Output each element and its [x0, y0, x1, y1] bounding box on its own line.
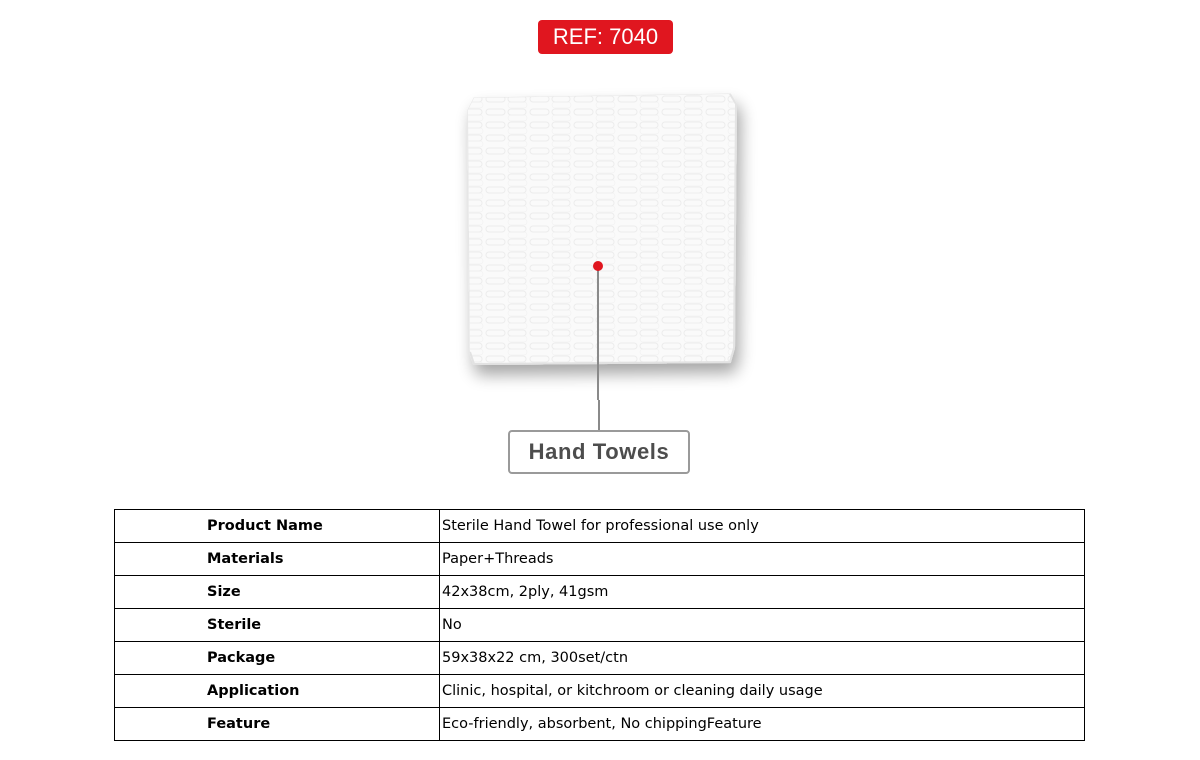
hand-towels-label: Hand Towels: [508, 430, 690, 474]
callout-marker: [593, 261, 603, 271]
hand-towel-image: [440, 80, 770, 400]
spec-key: Sterile: [115, 609, 440, 642]
spec-value: Eco-friendly, absorbent, No chippingFeature: [440, 708, 1085, 741]
spec-key: Feature: [115, 708, 440, 741]
spec-row: [115, 543, 1085, 576]
spec-key: Materials: [115, 543, 440, 576]
ref-label: REF:: [552, 24, 604, 49]
callout-line-lower: [597, 400, 601, 432]
spec-key: Size: [115, 576, 440, 609]
spec-value: No: [440, 609, 1085, 642]
spec-value: Sterile Hand Towel for professional use only: [440, 510, 1085, 543]
spec-key: Package: [115, 642, 440, 675]
spec-table: [114, 509, 1085, 741]
spec-value: 59x38x22 cm, 300set/ctn: [440, 642, 1085, 675]
spec-row: [115, 576, 1085, 609]
spec-row: [115, 642, 1085, 675]
spec-value: 42x38cm, 2ply, 41gsm: [440, 576, 1085, 609]
ref-number: 7040: [609, 24, 659, 49]
spec-row: [115, 609, 1085, 642]
spec-row: [115, 510, 1085, 543]
spec-row: [115, 708, 1085, 741]
spec-key: Application: [115, 675, 440, 708]
spec-value: Paper+Threads: [440, 543, 1085, 576]
ref-badge: [538, 20, 673, 54]
spec-row: [115, 675, 1085, 708]
spec-value: Clinic, hospital, or kitchroom or cleaning daily usage: [440, 675, 1085, 708]
spec-key: Product Name: [115, 510, 440, 543]
